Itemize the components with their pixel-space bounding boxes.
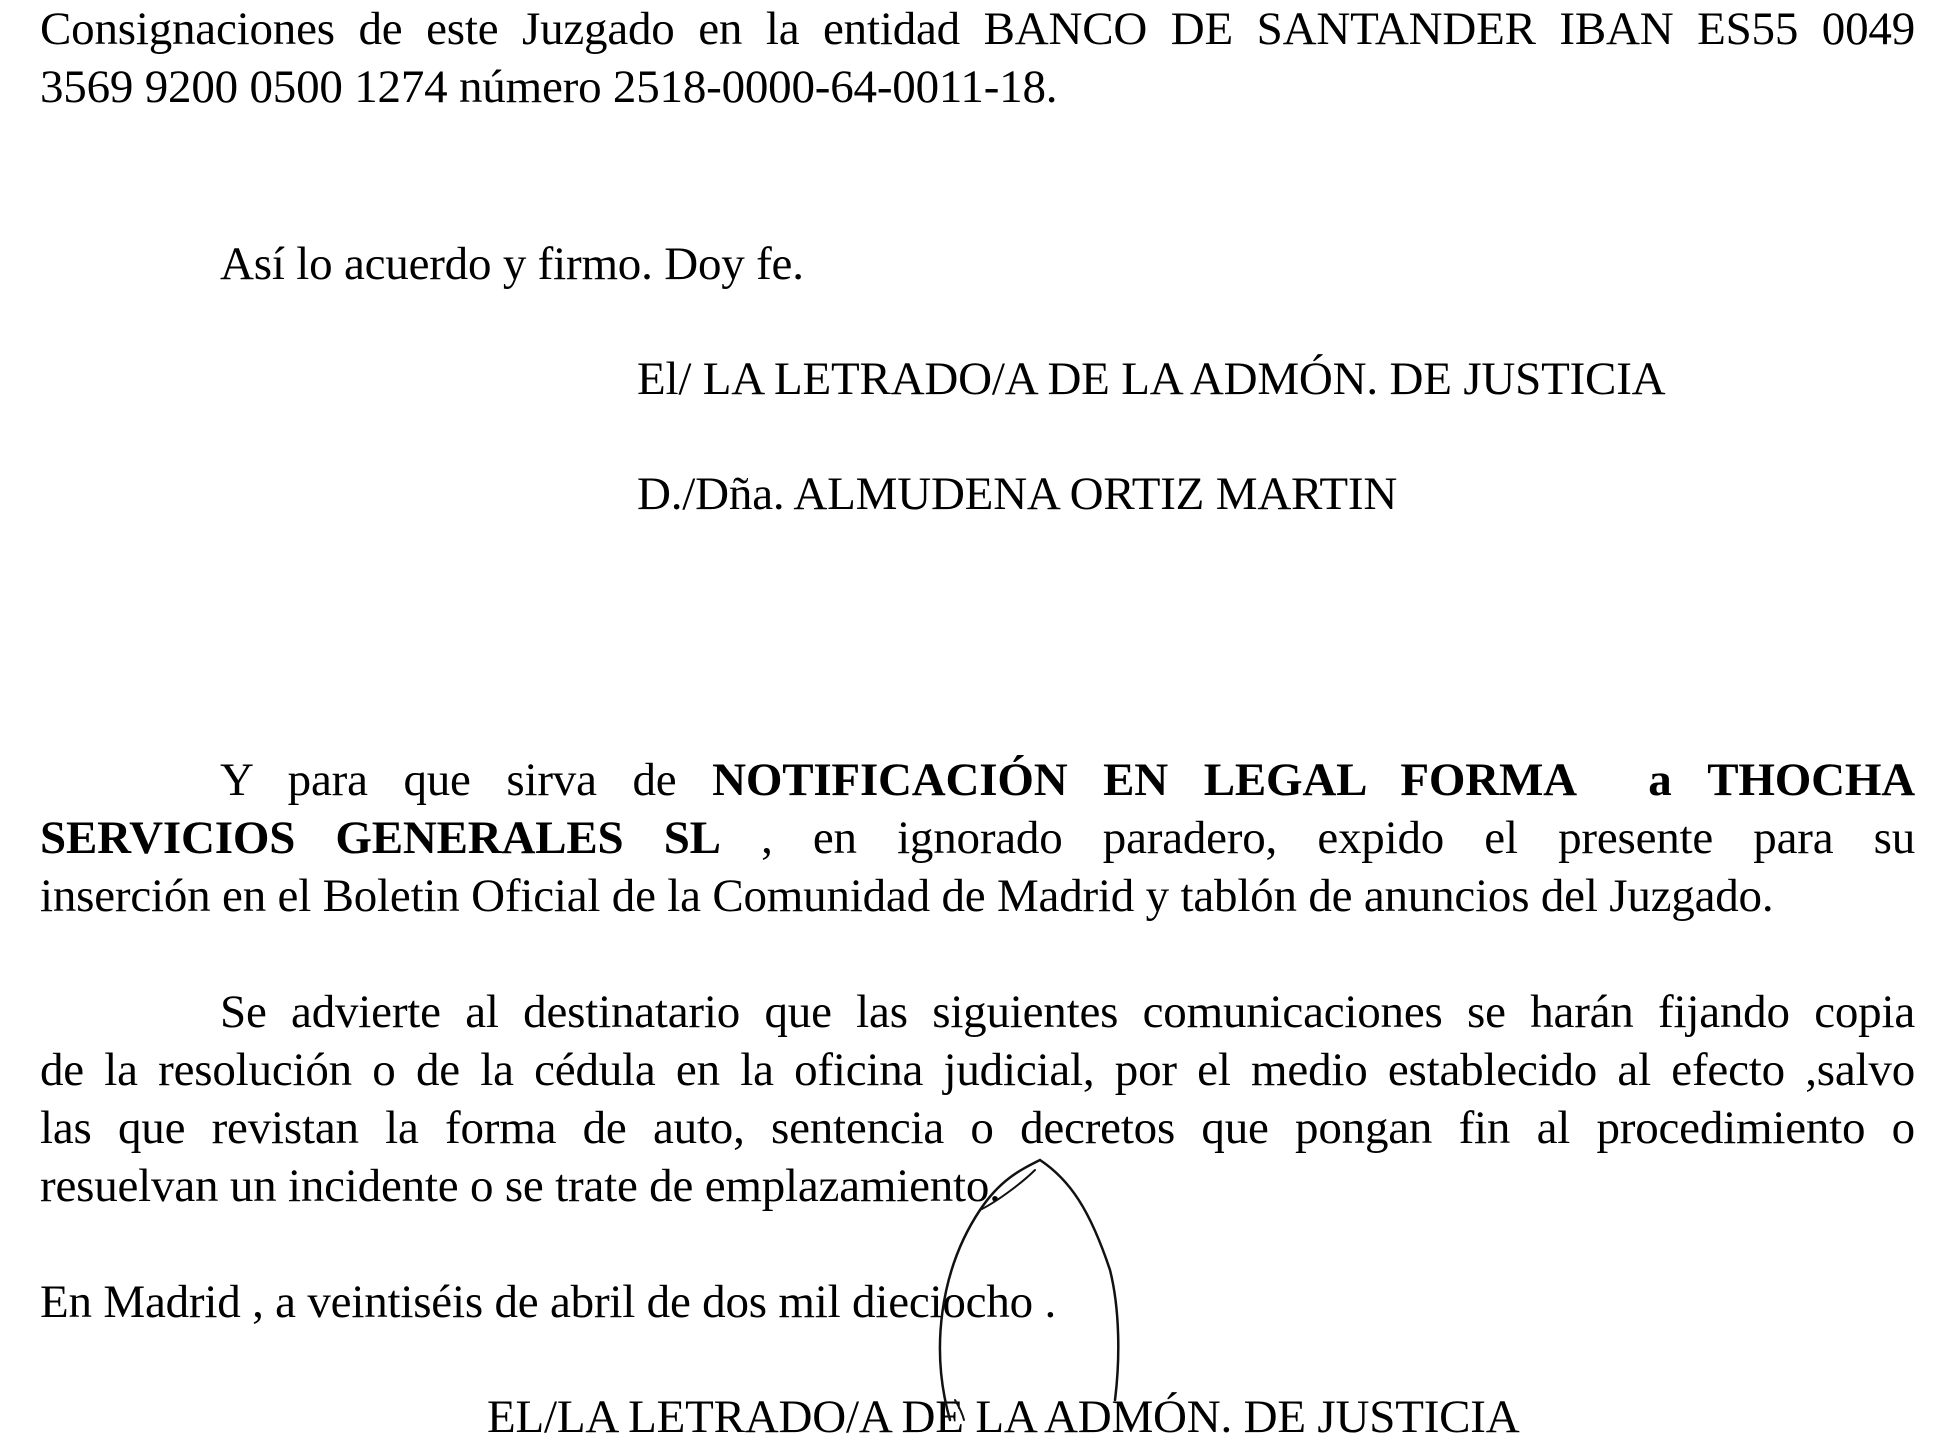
notification-line-2 <box>40 809 1915 867</box>
notification-continuation: , en ignorado paradero, expido el presente para su <box>761 812 1915 864</box>
notification-line-1 <box>220 751 1915 809</box>
notification-a: a <box>1648 754 1672 806</box>
notification-company-part2: SERVICIOS GENERALES SL <box>40 812 721 864</box>
notification-company-part1: THOCHA <box>1707 754 1915 806</box>
signatory-title: El/ LA LETRADO/A DE LA ADMÓN. DE JUSTICIA <box>637 353 1666 405</box>
signatory-name: D./Dña. ALMUDENA ORTIZ MARTIN <box>637 468 1398 520</box>
consignment-line-1: Consignaciones de este Juzgado en la entidad BANCO DE SANTANDER IBAN ES55 0049 <box>40 3 1915 55</box>
consignment-line-2: 3569 9200 0500 1274 número 2518-0000-64-0011-18. <box>40 61 1058 113</box>
notification-legal-form: NOTIFICACIÓN EN LEGAL FORMA <box>712 754 1577 806</box>
warning-line-1: Se advierte al destinatario que las siguientes comunicaciones se harán fijando copia <box>220 986 1915 1038</box>
handwritten-signature <box>920 1150 1180 1440</box>
closing-formula: Así lo acuerdo y firmo. Doy fe. <box>220 238 804 290</box>
notification-intro: Y para que sirva de <box>220 754 677 806</box>
footer-signatory-title: EL/LA LETRADO/A DE LA ADMÓN. DE JUSTICIA <box>487 1391 1520 1443</box>
place-date: En Madrid , a veintiséis de abril de dos mil dieciocho . <box>40 1276 1057 1328</box>
notification-line-3: inserción en el Boletin Oficial de la Comunidad de Madrid y tablón de anuncios del Juzgado. <box>40 870 1774 922</box>
warning-line-2: de la resolución o de la cédula en la oficina judicial, por el medio establecido al efecto ,salvo <box>40 1044 1915 1096</box>
warning-line-3: las que revistan la forma de auto, sentencia o decretos que pongan fin al procedimiento o <box>40 1102 1915 1154</box>
warning-line-4: resuelvan un incidente o se trate de emplazamiento. <box>40 1160 1001 1212</box>
